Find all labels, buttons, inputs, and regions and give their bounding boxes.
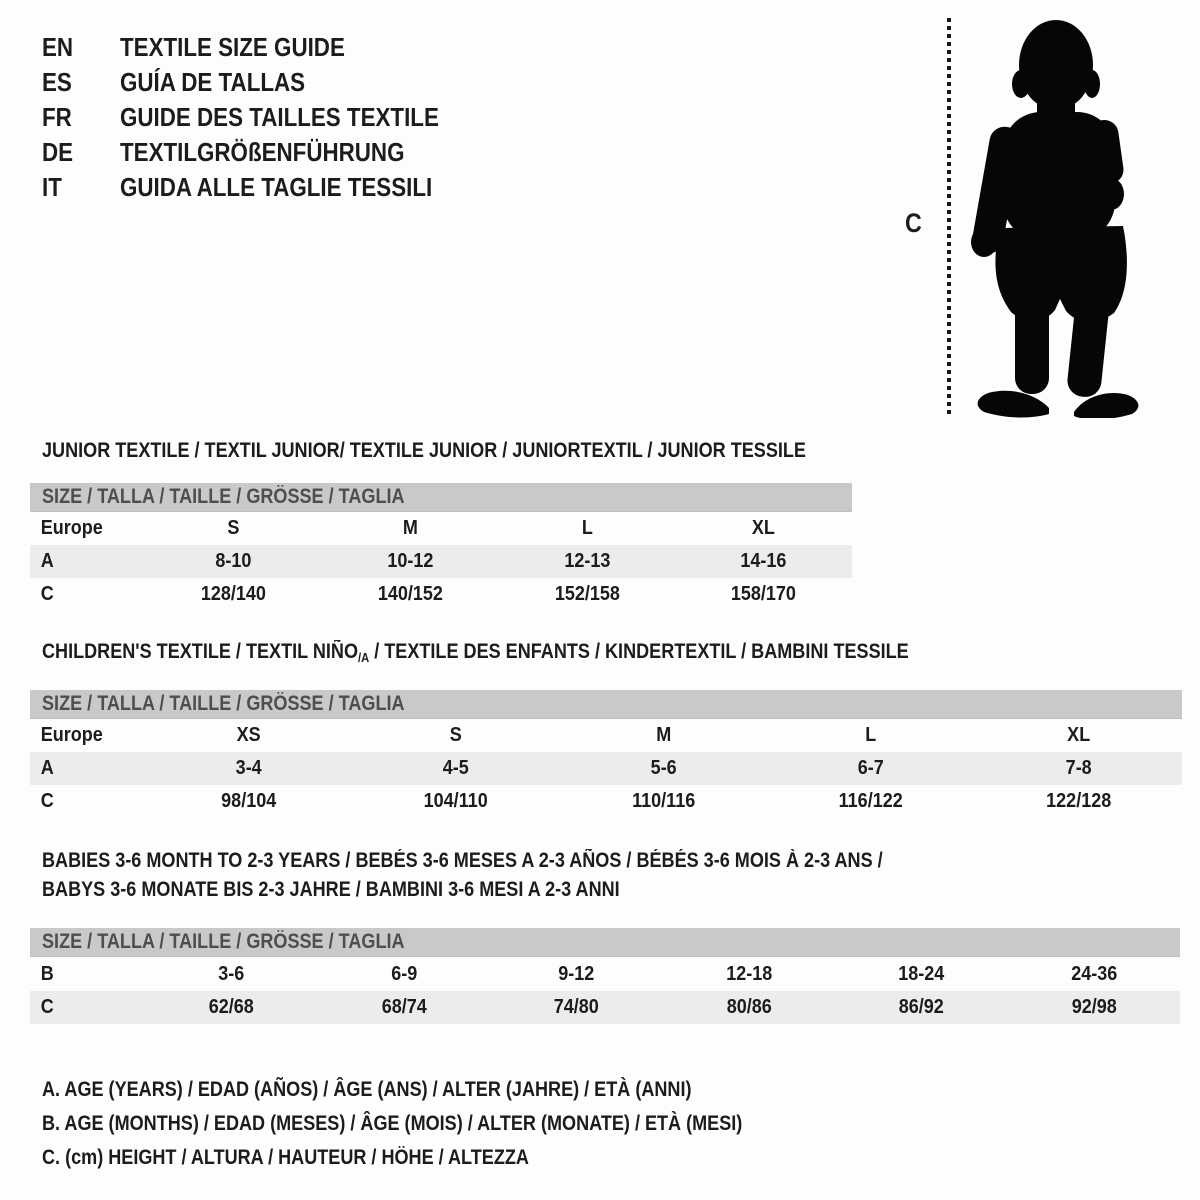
- abc-legend: [42, 1073, 856, 1175]
- language-code: EN: [42, 32, 74, 62]
- month-value: 18-24: [898, 962, 945, 985]
- row-label: A: [40, 757, 54, 779]
- height-value: 116/122: [838, 790, 903, 812]
- month-value: 9-12: [558, 962, 595, 985]
- language-item: [42, 170, 491, 205]
- junior-section-title: JUNIOR TEXTILE / TEXTIL JUNIOR/ TEXTILE JUNIOR / JUNIORTEXTIL / JUNIOR TESSILE: [42, 439, 806, 462]
- legend-line-c: C. (cm) HEIGHT / ALTURA / HAUTEUR / HÖHE / ALTEZZA: [42, 1146, 529, 1169]
- age-value: 4-5: [443, 757, 470, 779]
- language-title-list: [42, 30, 491, 205]
- toddler-silhouette: [965, 16, 1155, 418]
- size-col: L: [865, 724, 877, 746]
- size-col: XS: [236, 724, 261, 746]
- height-value: 98/104: [221, 790, 277, 812]
- height-value: 86/92: [898, 996, 944, 1018]
- size-col: S: [227, 517, 240, 539]
- age-value: 3-4: [235, 757, 262, 779]
- size-header-row: [30, 690, 1182, 719]
- month-value: 6-9: [390, 962, 417, 985]
- babies-section-title-line2: BABYS 3-6 MONATE BIS 2-3 JAHRE / BAMBINI 3-6 MESI A 2-3 ANNI: [42, 878, 620, 901]
- size-header-label: SIZE / TALLA / TAILLE / GRÖSSE / TAGLIA: [42, 930, 405, 953]
- table-row-age-months: [30, 957, 1180, 991]
- children-size-table: [30, 690, 1182, 818]
- table-row-region: [30, 719, 1182, 752]
- size-col: S: [450, 724, 463, 746]
- row-label: B: [40, 962, 54, 985]
- row-label: C: [40, 790, 54, 812]
- height-measure-dashed-line: [947, 18, 951, 418]
- language-item: [42, 100, 491, 135]
- language-label: GUÍA DE TALLAS: [120, 67, 306, 97]
- age-value: 14-16: [740, 550, 787, 572]
- language-item: [42, 30, 491, 65]
- language-label: TEXTILGRÖßENFÜHRUNG: [120, 137, 405, 167]
- language-label: GUIDA ALLE TAGLIE TESSILI: [120, 172, 433, 202]
- table-row-height: [30, 578, 852, 611]
- nino-a-subscript: /A: [358, 650, 370, 665]
- legend-line-b: B. AGE (MONTHS) / EDAD (MESES) / ÂGE (MOIS) / ALTER (MONATE) / ETÀ (MESI): [42, 1112, 743, 1135]
- size-header-label: SIZE / TALLA / TAILLE / GRÖSSE / TAGLIA: [42, 485, 405, 508]
- babies-section-title-line1: BABIES 3-6 MONTH TO 2-3 YEARS / BEBÉS 3-6 MESES A 2-3 AÑOS / BÉBÉS 3-6 MOIS À 2-3 ANS /: [42, 849, 883, 872]
- height-value: 110/116: [631, 790, 696, 812]
- language-code: ES: [42, 67, 72, 97]
- language-code: IT: [42, 172, 62, 202]
- age-value: 7-8: [1065, 757, 1092, 779]
- height-marker-label: C: [905, 208, 922, 238]
- month-value: 3-6: [218, 962, 245, 985]
- row-label: C: [40, 583, 54, 605]
- language-label: GUIDE DES TAILLES TEXTILE: [120, 102, 439, 132]
- region-label: Europe: [40, 517, 103, 539]
- language-code: DE: [42, 137, 74, 167]
- height-value: 104/110: [424, 790, 489, 812]
- table-row-region: [30, 512, 852, 545]
- age-value: 6-7: [857, 757, 884, 779]
- language-item: [42, 135, 491, 170]
- table-row-height: [30, 785, 1182, 818]
- height-value: 140/152: [377, 583, 443, 605]
- size-col: M: [655, 724, 671, 746]
- size-col: L: [581, 517, 593, 539]
- row-label: C: [40, 996, 54, 1018]
- age-value: 10-12: [387, 550, 434, 572]
- height-value: 128/140: [200, 583, 266, 605]
- size-header-label: SIZE / TALLA / TAILLE / GRÖSSE / TAGLIA: [42, 692, 405, 715]
- junior-size-table: [30, 483, 852, 611]
- size-header-row: [30, 483, 852, 512]
- age-value: 8-10: [215, 550, 252, 572]
- month-value: 24-36: [1070, 962, 1117, 985]
- region-label: Europe: [40, 724, 103, 746]
- age-value: 5-6: [650, 757, 677, 779]
- babies-size-table: [30, 928, 1180, 1024]
- height-value: 92/98: [1071, 996, 1117, 1018]
- table-row-age: [30, 752, 1182, 785]
- height-value: 158/170: [731, 583, 797, 605]
- table-row-age: [30, 545, 852, 578]
- age-value: 12-13: [563, 550, 610, 572]
- size-col: M: [402, 517, 418, 539]
- height-value: 62/68: [208, 996, 254, 1018]
- table-row-height: [30, 991, 1180, 1024]
- month-value: 12-18: [725, 962, 772, 985]
- size-header-row: [30, 928, 1180, 957]
- height-value: 122/128: [1045, 790, 1111, 812]
- height-value: 80/86: [726, 996, 772, 1018]
- size-col: XL: [752, 517, 776, 539]
- legend-line-a: A. AGE (YEARS) / EDAD (AÑOS) / ÂGE (ANS) / ALTER (JAHRE) / ETÀ (ANNI): [42, 1078, 692, 1101]
- height-value: 74/80: [553, 996, 599, 1018]
- language-item: [42, 65, 491, 100]
- children-section-title: CHILDREN'S TEXTILE / TEXTIL $NIÑO_{/A}$ / TEXTILE DES ENFANTS / KINDERTEXTIL / BAMBINI TESSILE: [42, 640, 909, 665]
- row-label: A: [40, 550, 54, 572]
- language-code: FR: [42, 102, 72, 132]
- language-label: TEXTILE SIZE GUIDE: [120, 32, 345, 62]
- height-value: 152/158: [554, 583, 620, 605]
- height-value: 68/74: [381, 996, 427, 1018]
- size-col: XL: [1066, 724, 1090, 746]
